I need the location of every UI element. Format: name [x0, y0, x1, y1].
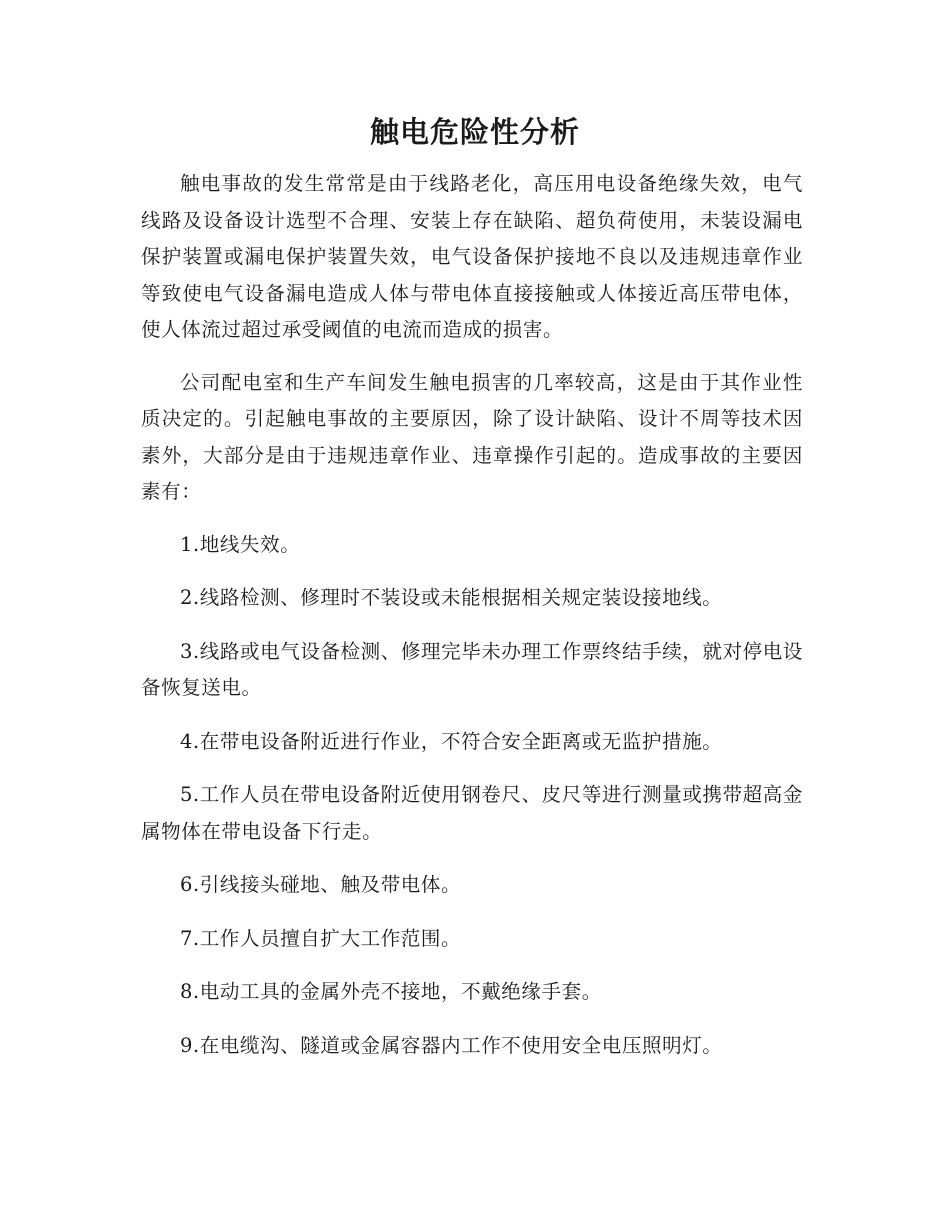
paragraph-main-factors: 公司配电室和生产车间发生触电损害的几率较高，这是由于其作业性质决定的。引起触电事故的主要原因，除了设计缺陷、设计不周等技术因素外，大部分是由于违规违章作业、违章操作引起的。造成事故的主要因素有：: [141, 370, 803, 503]
list-item: 5.工作人员在带电设备附近使用钢卷尺、皮尺等进行测量或携带超高金属物体在带电设备下行走。: [141, 783, 803, 843]
document-title: 触电危险性分析: [369, 115, 580, 149]
list-item: 8.电动工具的金属外壳不接地，不戴绝缘手套。: [180, 980, 602, 1003]
paragraph-cause-overview: 触电事故的发生常常是由于线路老化，高压用电设备绝缘失效，电气线路及设备设计选型不合理、安装上存在缺陷、超负荷使用，未装设漏电保护装置或漏电保护装置失效，电气设备保护接地不良以及违规违章作业等致使电气设备漏电造成人体与带电体直接接触或人体接近高压带电体，使人体流过超过承受阈值的电流而造成的损害。: [141, 172, 803, 341]
list-item: 3.线路或电气设备检测、修理完毕未办理工作票终结手续，就对停电设备恢复送电。: [141, 639, 803, 699]
list-item: 7.工作人员擅自扩大工作范围。: [180, 926, 462, 950]
list-item: 4.在带电设备附近进行作业，不符合安全距离或无监护措施。: [180, 729, 723, 753]
list-item: 1.地线失效。: [180, 532, 301, 556]
list-item: 2.线路检测、修理时不装设或未能根据相关规定装设接地线。: [180, 586, 723, 609]
list-item: 6.引线接头碰地、触及带电体。: [180, 873, 462, 896]
document-body: [141, 166, 803, 1081]
list-item: 9.在电缆沟、隧道或金属容器内工作不使用安全电压照明灯。: [180, 1033, 723, 1057]
